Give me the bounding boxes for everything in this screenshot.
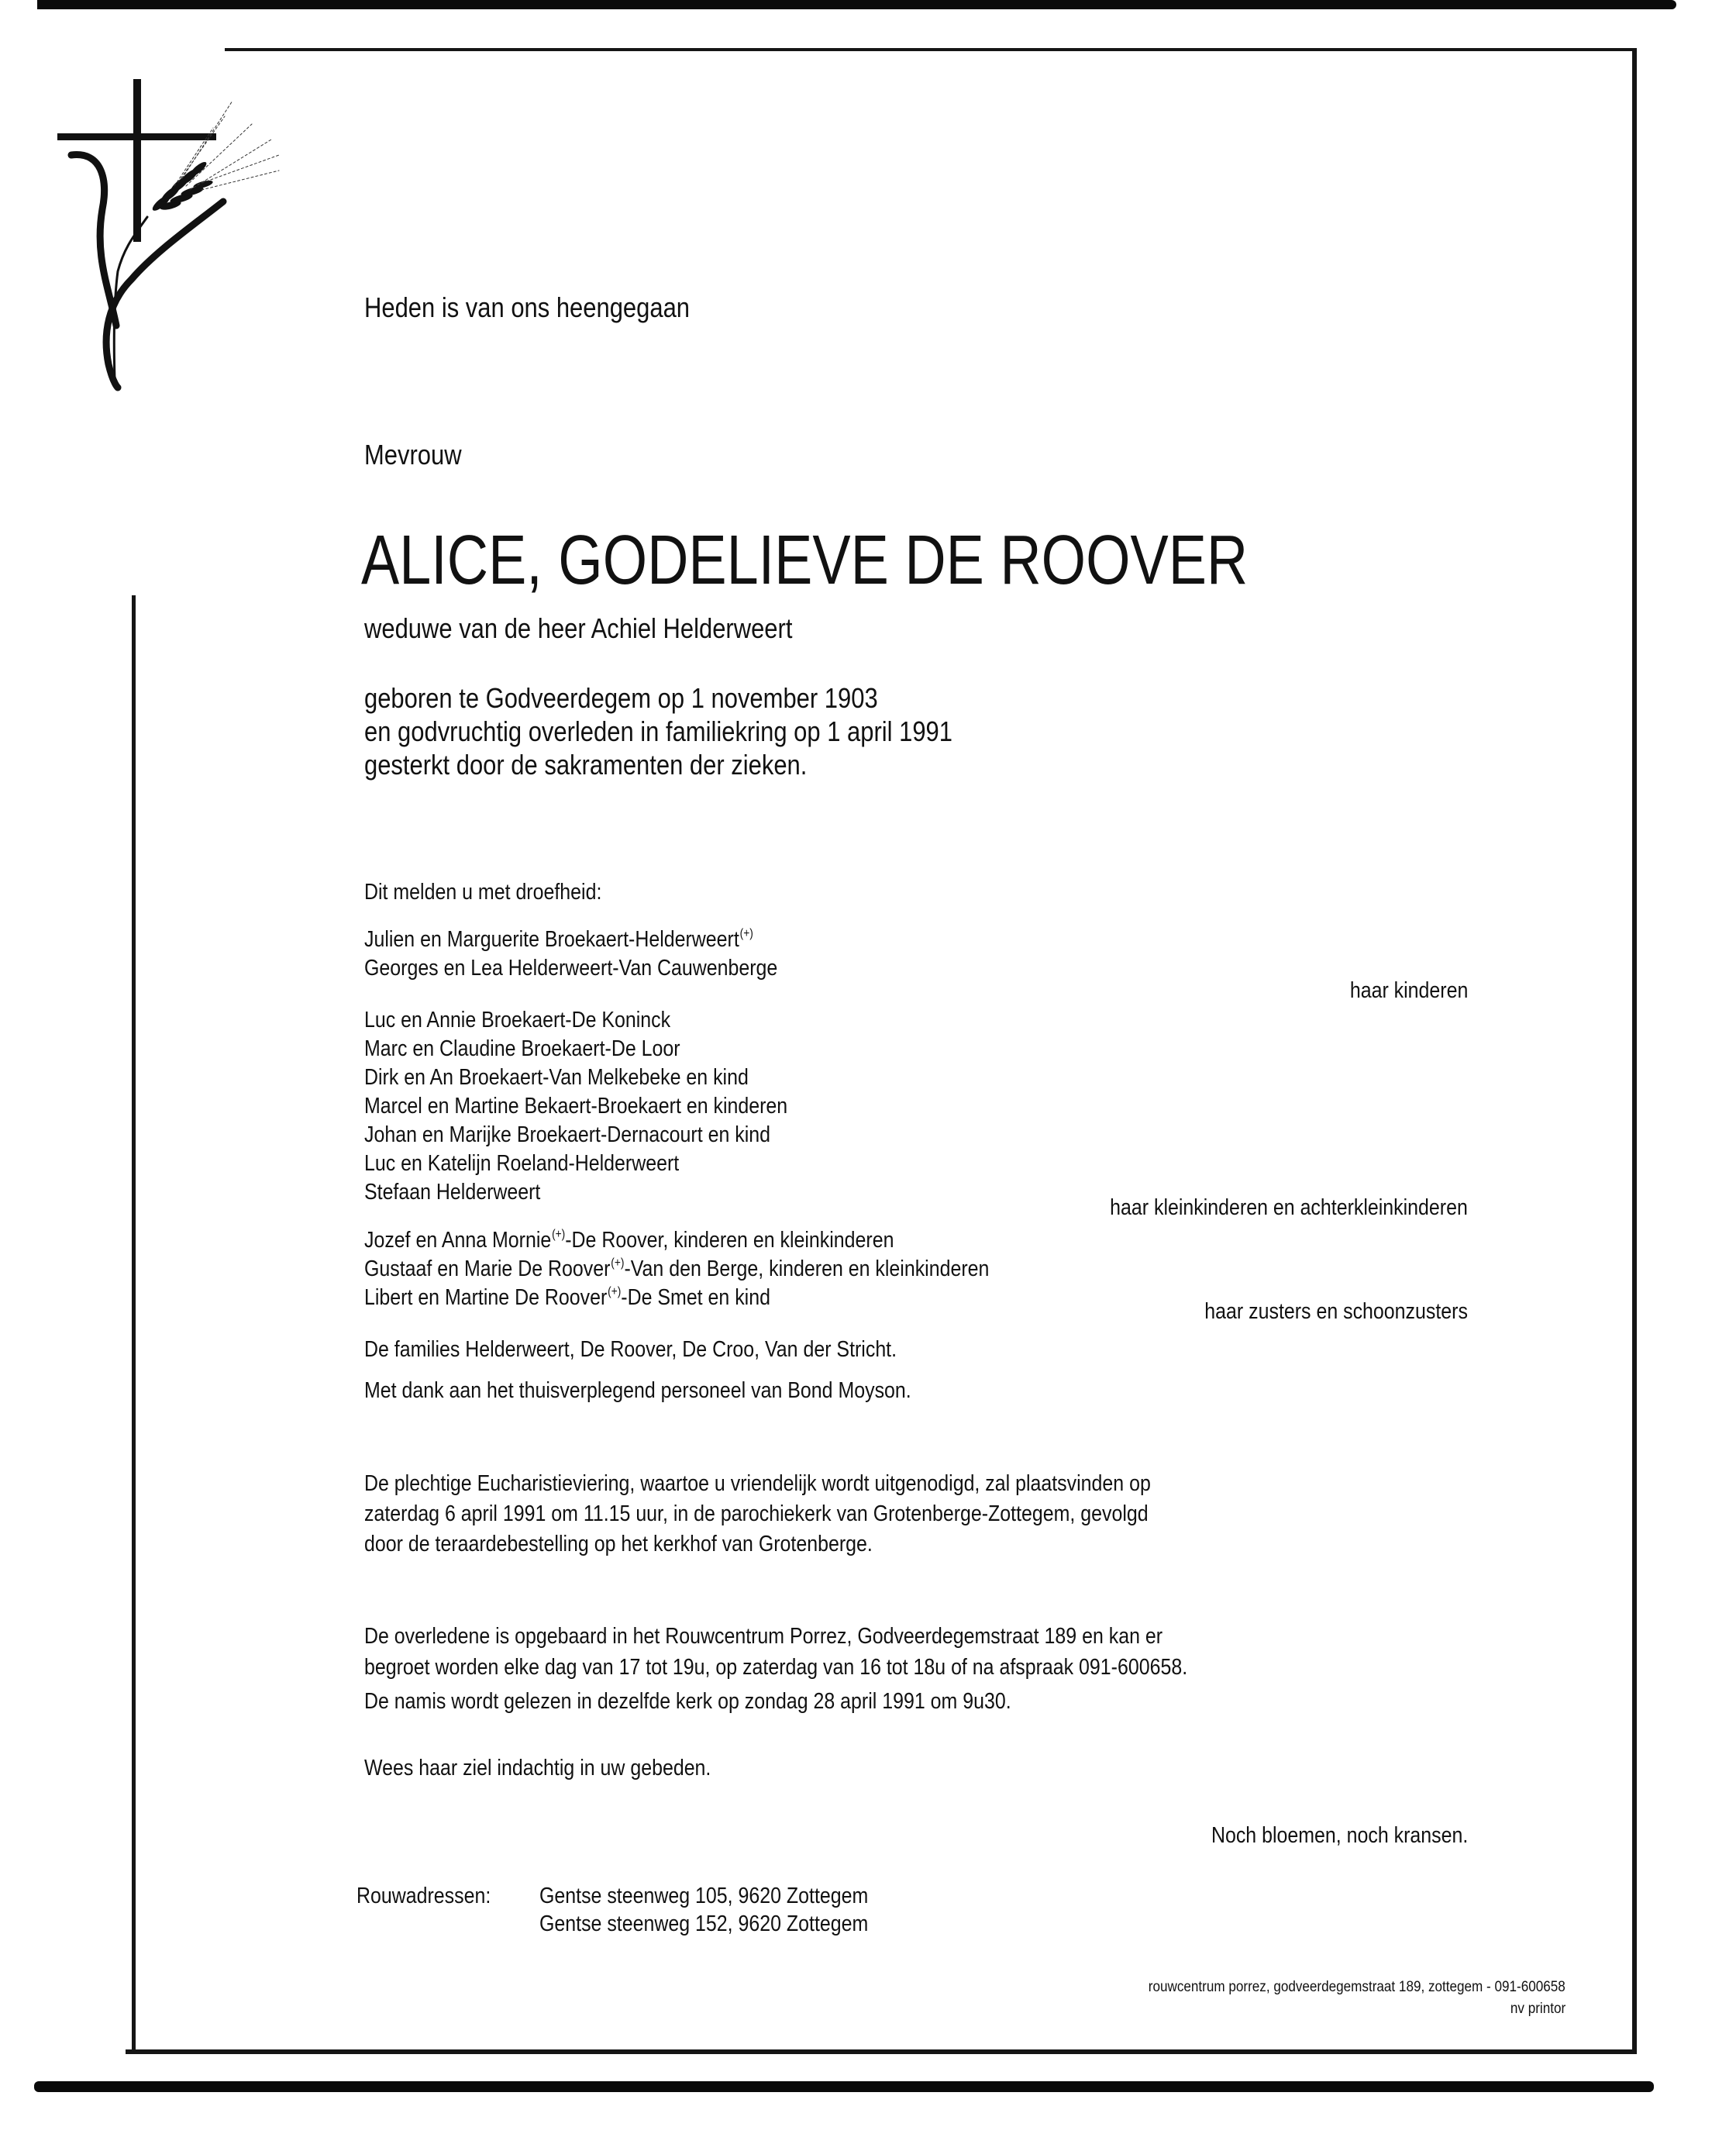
leaf-right [106, 202, 223, 388]
deceased-mark: (+) [552, 1228, 566, 1242]
thanks-line: Met dank aan het thuisverplegend personeel van Bond Moyson. [364, 1378, 911, 1403]
family-member [364, 1228, 894, 1253]
member-name: Libert en Martine De Roover [364, 1285, 608, 1310]
member-name: Georges en Lea Helderweert-Van Cauwenberge [364, 956, 778, 981]
ceremony-line-1: De plechtige Eucharistieviering, waartoe u vriendelijk wordt uitgenodigd, zal plaatsvinden op [364, 1471, 1151, 1496]
family-member: Johan en Marijke Broekaert-Dernacourt en kind [364, 1122, 771, 1147]
member-name: Gustaaf en Marie De Roover [364, 1256, 611, 1281]
top-edge-bar [37, 0, 1676, 9]
family-member [364, 956, 777, 981]
viewing-line-1: De overledene is opgebaard in het Rouwcentrum Porrez, Godveerdegemstraat 189 en kan er [364, 1624, 1163, 1649]
frame-top [225, 48, 1637, 51]
birth-line: geboren te Godveerdegem op 1 november 1903 [364, 682, 878, 714]
wheat-ear [150, 160, 214, 213]
month-mass-line: De namis wordt gelezen in dezelfde kerk op zondag 28 april 1991 om 9u30. [364, 1689, 1011, 1714]
family-member: Stefaan Helderweert [364, 1180, 541, 1205]
ceremony-line-3: door de teraardebestelling op het kerkhof van Grotenberge. [364, 1532, 873, 1556]
viewing-line-2: begroet worden elke dag van 17 tot 19u, op zaterdag van 16 tot 18u of na afspraak 091-600658. [364, 1655, 1188, 1680]
member-suffix: -Van den Berge, kinderen en kleinkinderen [624, 1256, 990, 1281]
opening-line: Heden is van ons heengegaan [364, 291, 691, 323]
prayer-line: Wees haar ziel indachtig in uw gebeden. [364, 1756, 711, 1780]
widow-of-line: weduwe van de heer Achiel Helderweert [364, 612, 793, 644]
family-member: Marcel en Martine Bekaert-Broekaert en kinderen [364, 1094, 788, 1119]
cross-horizontal-beam [57, 133, 216, 140]
frame-bottom [126, 2049, 1637, 2054]
footer-printer: nv printor [1510, 2001, 1566, 2017]
deceased-mark: (+) [611, 1256, 625, 1270]
address-item: Gentse steenweg 152, 9620 Zottegem [539, 1911, 869, 1936]
member-name: Jozef en Anna Mornie [364, 1228, 552, 1253]
deceased-mark: (+) [608, 1285, 622, 1299]
deceased-name: ALICE, GODELIEVE DE ROOVER [361, 522, 1249, 599]
member-suffix: -De Roover, kinderen en kleinkinderen [565, 1228, 894, 1253]
family-member: Dirk en An Broekaert-Van Melkebeke en kind [364, 1065, 749, 1090]
family-member: Luc en Katelijn Roeland-Helderweert [364, 1151, 680, 1176]
family-member [364, 927, 753, 953]
frame-left [132, 595, 136, 2054]
group-label: haar zusters en schoonzusters [1204, 1299, 1468, 1324]
cross-vertical-beam [133, 79, 141, 242]
footer-imprint: rouwcentrum porrez, godveerdegemstraat 189, zottegem - 091-600658 [1148, 1979, 1566, 1995]
ceremony-line-2: zaterdag 6 april 1991 om 11.15 uur, in de parochiekerk van Grotenberge-Zottegem, gevolgd [364, 1501, 1149, 1526]
sacraments-line: gesterkt door de sakramenten der zieken. [364, 749, 808, 781]
no-flowers-line: Noch bloemen, noch kransen. [1211, 1823, 1468, 1848]
addresses-label: Rouwadressen: [356, 1884, 491, 1908]
bottom-edge-bar [34, 2081, 1654, 2092]
deceased-mark: (+) [739, 927, 753, 941]
member-suffix: -De Smet en kind [621, 1285, 770, 1310]
family-member [364, 1285, 770, 1311]
families-line: De families Helderweert, De Roover, De Croo, Van der Stricht. [364, 1337, 897, 1362]
title-line: Mevrouw [364, 439, 462, 471]
address-item: Gentse steenweg 105, 9620 Zottegem [539, 1884, 869, 1908]
member-name: Julien en Marguerite Broekaert-Helderweert [364, 927, 739, 952]
family-member [364, 1256, 989, 1282]
family-member: Luc en Annie Broekaert-De Koninck [364, 1008, 671, 1032]
announcement-heading: Dit melden u met droefheid: [364, 880, 602, 905]
group-label: haar kleinkinderen en achterkleinkinderen [1110, 1195, 1468, 1220]
group-label: haar kinderen [1349, 978, 1468, 1003]
death-line: en godvruchtig overleden in familiekring op 1 april 1991 [364, 715, 952, 747]
cross-with-wheat-icon [46, 70, 294, 395]
family-member: Marc en Claudine Broekaert-De Loor [364, 1036, 680, 1061]
frame-right [1632, 48, 1637, 2054]
leaf-left [71, 155, 116, 326]
